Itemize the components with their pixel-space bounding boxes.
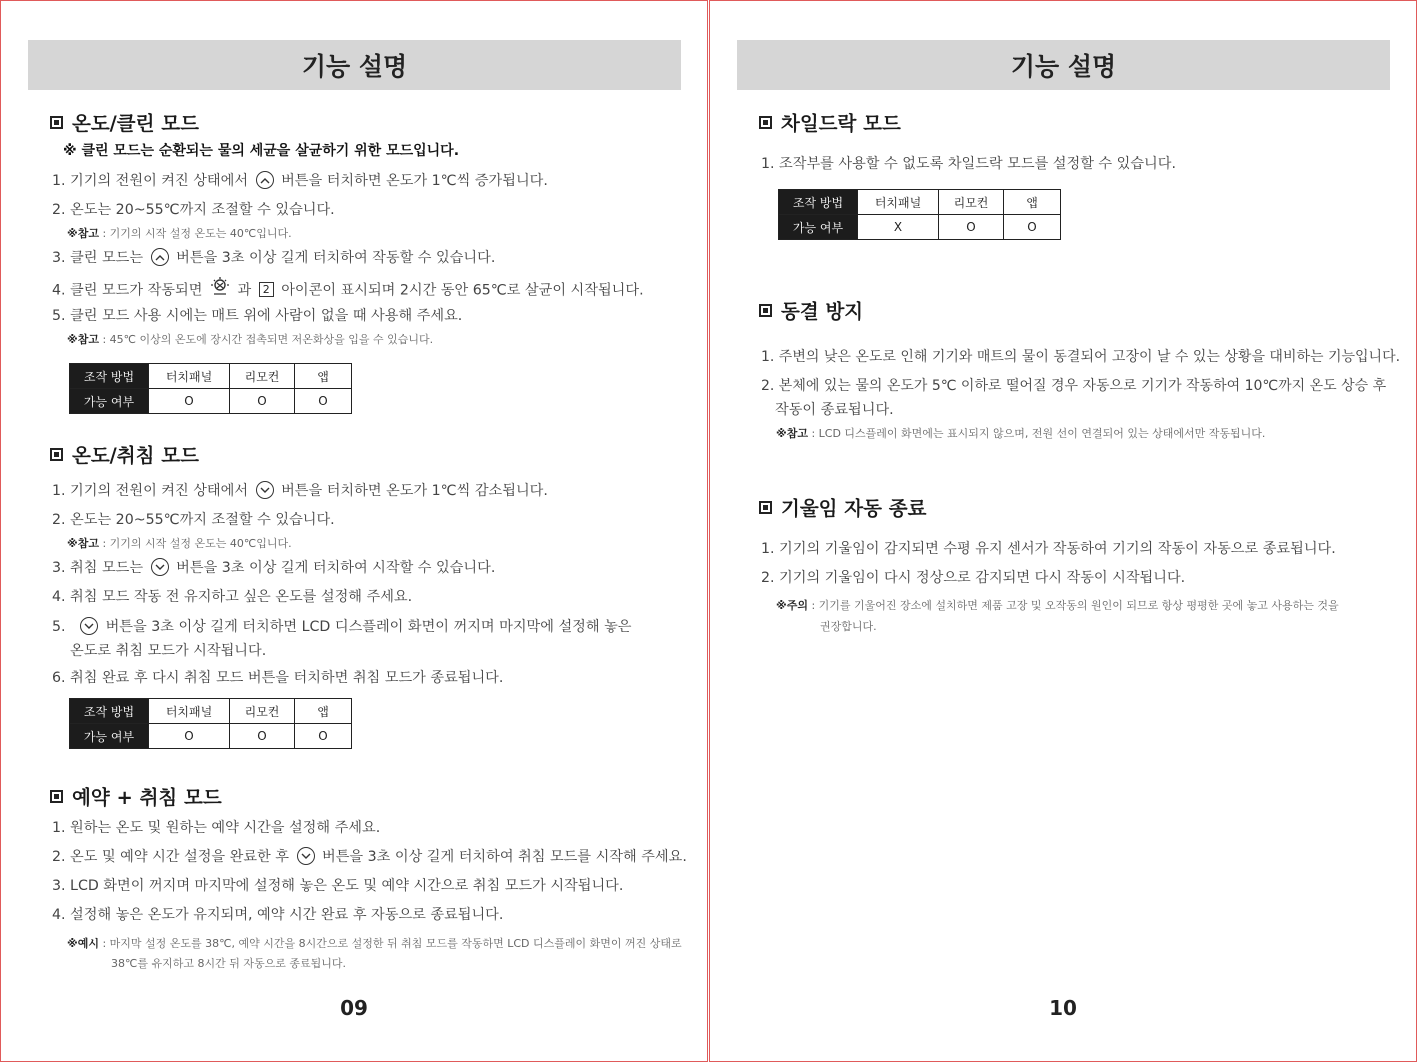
note-text: : 45℃ 이상의 온도에 장시간 접촉되면 저온화상을 입을 수 있습니다. bbox=[98, 333, 434, 346]
table-cell: O bbox=[939, 215, 1004, 240]
table-header-cell: 리모컨 bbox=[230, 699, 295, 724]
up-arrow-button-icon bbox=[151, 248, 169, 266]
table-header-cell: 터치패널 bbox=[149, 699, 230, 724]
list-item: 2. 기기의 기울임이 다시 정상으로 감지되면 다시 작동이 시작됩니다. bbox=[761, 570, 1186, 586]
right-page-header: 기능 설명 bbox=[737, 40, 1390, 90]
section-title-text: 기울임 자동 종료 bbox=[781, 497, 927, 520]
section-title-text: 온도/취침 모드 bbox=[72, 444, 199, 467]
note-text: : 기기의 시작 설정 온도는 40℃입니다. bbox=[98, 537, 292, 550]
table-cell: 가능 여부 bbox=[70, 724, 149, 749]
section-title-text: 동결 방지 bbox=[781, 300, 864, 323]
list-text: 3. 클린 모드는 bbox=[52, 250, 144, 266]
table-cell: 가능 여부 bbox=[70, 389, 149, 414]
table-cell: X bbox=[858, 215, 939, 240]
section-title-text: 차일드락 모드 bbox=[781, 112, 901, 135]
list-text: 버튼을 3초 이상 길게 터치하여 작동할 수 있습니다. bbox=[176, 250, 496, 266]
list-text: 1. 기기의 전원이 켜진 상태에서 bbox=[52, 173, 249, 189]
note-label: ※참고 bbox=[67, 227, 99, 240]
list-text: 버튼을 3초 이상 길게 터치하여 취침 모드를 시작해 주세요. bbox=[322, 849, 687, 865]
section-title-text: 예약 + 취침 모드 bbox=[72, 786, 222, 809]
section-square-icon bbox=[50, 448, 63, 461]
list-item: 1. 기기의 기울임이 감지되면 수평 유지 센서가 작동하여 기기의 작동이 자동으로 종료됩니다. bbox=[761, 541, 1336, 557]
table-row bbox=[70, 364, 352, 389]
note bbox=[776, 599, 1339, 613]
note-text: : LCD 디스플레이 화면에는 표시되지 않으며, 전원 선이 연결되어 있는 상태에서만 작동됩니다. bbox=[807, 427, 1266, 440]
list-item: 4. 취침 모드 작동 전 유지하고 싶은 온도를 설정해 주세요. bbox=[52, 589, 413, 605]
list-item-continued: 온도로 취침 모드가 시작됩니다. bbox=[70, 643, 267, 659]
list-item: 3. LCD 화면이 꺼지며 마지막에 설정해 놓은 온도 및 예약 시간으로 취침 모드가 시작됩니다. bbox=[52, 878, 624, 894]
table-row bbox=[779, 215, 1061, 240]
list-item bbox=[52, 278, 644, 303]
section-square-icon bbox=[759, 304, 772, 317]
table-cell: O bbox=[1004, 215, 1061, 240]
list-item: 5. 클린 모드 사용 시에는 매트 위에 사람이 없을 때 사용해 주세요. bbox=[52, 308, 463, 324]
table-header-cell: 조작 방법 bbox=[70, 699, 149, 724]
section-title-child-lock bbox=[759, 108, 901, 136]
table-header-cell: 리모컨 bbox=[939, 190, 1004, 215]
availability-table bbox=[69, 363, 352, 414]
list-item: 2. 본체에 있는 물의 온도가 5℃ 이하로 떨어질 경우 자동으로 기기가 작동하여 10℃까지 온도 상승 후 bbox=[761, 378, 1387, 394]
list-text: 4. 클린 모드가 작동되면 bbox=[52, 282, 203, 299]
section-square-icon bbox=[50, 116, 63, 129]
table-header-cell: 터치패널 bbox=[858, 190, 939, 215]
list-item-continued: 작동이 종료됩니다. bbox=[775, 402, 894, 418]
note-text: : 기기를 기울어진 장소에 설치하면 제품 고장 및 오작동의 원인이 되므로 항상 평평한 곳에 놓고 사용하는 것을 bbox=[807, 599, 1339, 612]
table-cell: O bbox=[149, 724, 230, 749]
note-label: ※주의 bbox=[776, 599, 808, 612]
note bbox=[67, 227, 292, 241]
clean-sterilize-icon bbox=[210, 276, 230, 301]
note bbox=[776, 427, 1265, 441]
list-item: 2. 온도는 20~55℃까지 조절할 수 있습니다. bbox=[52, 512, 335, 528]
list-text: 버튼을 터치하면 온도가 1℃씩 증가됩니다. bbox=[281, 173, 548, 189]
list-item: 1. 조작부를 사용할 수 없도록 차일드락 모드를 설정할 수 있습니다. bbox=[761, 156, 1176, 172]
down-arrow-button-icon bbox=[151, 558, 169, 576]
table-cell: 가능 여부 bbox=[779, 215, 858, 240]
table-row bbox=[779, 190, 1061, 215]
table-header-cell: 앱 bbox=[295, 699, 352, 724]
note-label: ※예시 bbox=[67, 937, 99, 950]
table-cell: O bbox=[295, 389, 352, 414]
list-text: 3. 취침 모드는 bbox=[52, 560, 144, 576]
table-header-cell: 조작 방법 bbox=[70, 364, 149, 389]
list-item bbox=[52, 249, 495, 267]
two-hour-icon: 2 bbox=[259, 282, 274, 297]
list-item bbox=[52, 482, 548, 500]
list-item bbox=[52, 172, 548, 190]
table-cell: O bbox=[230, 389, 295, 414]
list-text: 1. 기기의 전원이 켜진 상태에서 bbox=[52, 483, 249, 499]
note-label: ※참고 bbox=[67, 333, 99, 346]
section-square-icon bbox=[759, 116, 772, 129]
list-text: 버튼을 3초 이상 길게 터치하면 LCD 디스플레이 화면이 꺼지며 마지막에 설정해 놓은 bbox=[105, 619, 632, 635]
list-text: 2. 온도 및 예약 시간 설정을 완료한 후 bbox=[52, 849, 289, 865]
list-item: 2. 온도는 20~55℃까지 조절할 수 있습니다. bbox=[52, 202, 335, 218]
section-square-icon bbox=[759, 501, 772, 514]
up-arrow-button-icon bbox=[256, 171, 274, 189]
left-page-header: 기능 설명 bbox=[28, 40, 681, 90]
table-row bbox=[70, 724, 352, 749]
section-title-text: 온도/클린 모드 bbox=[72, 112, 199, 135]
note-continued: 권장합니다. bbox=[820, 620, 877, 633]
table-row bbox=[70, 699, 352, 724]
table-cell: O bbox=[149, 389, 230, 414]
list-item: 1. 주변의 낮은 온도로 인해 기기와 매트의 물이 동결되어 고장이 날 수 있는 상황을 대비하는 기능입니다. bbox=[761, 349, 1401, 365]
table-header-cell: 앱 bbox=[1004, 190, 1061, 215]
list-item: 6. 취침 완료 후 다시 취침 모드 버튼을 터치하면 취침 모드가 종료됩니다. bbox=[52, 670, 504, 686]
table-header-cell: 조작 방법 bbox=[779, 190, 858, 215]
list-text: 5. bbox=[52, 619, 66, 635]
clean-mode-subtitle: ※ 클린 모드는 순환되는 물의 세균을 살균하기 위한 모드입니다. bbox=[63, 143, 460, 159]
list-text: 아이콘이 표시되며 2시간 동안 65℃로 살균이 시작됩니다. bbox=[281, 282, 644, 299]
section-square-icon bbox=[50, 790, 63, 803]
list-text: 버튼을 터치하면 온도가 1℃씩 감소됩니다. bbox=[281, 483, 548, 499]
note bbox=[67, 537, 292, 551]
section-title-temp-clean bbox=[50, 108, 199, 136]
list-text: 버튼을 3초 이상 길게 터치하여 시작할 수 있습니다. bbox=[176, 560, 496, 576]
table-header-cell: 앱 bbox=[295, 364, 352, 389]
list-item bbox=[52, 618, 632, 636]
table-header-cell: 리모컨 bbox=[230, 364, 295, 389]
page-number: 09 bbox=[340, 996, 368, 1020]
down-arrow-button-icon bbox=[297, 847, 315, 865]
list-item: 1. 원하는 온도 및 원하는 예약 시간을 설정해 주세요. bbox=[52, 820, 381, 836]
page-number: 10 bbox=[1049, 996, 1077, 1020]
table-cell: O bbox=[230, 724, 295, 749]
down-arrow-button-icon bbox=[256, 481, 274, 499]
note-text: : 마지막 설정 온도를 38℃, 예약 시간을 8시간으로 설정한 뒤 취침 모드를 작동하면 LCD 디스플레이 화면이 꺼진 상태로 bbox=[98, 937, 682, 950]
availability-table bbox=[69, 698, 352, 749]
down-arrow-button-icon bbox=[80, 617, 98, 635]
section-title-tilt-stop bbox=[759, 493, 926, 521]
note bbox=[67, 937, 682, 951]
table-header-cell: 터치패널 bbox=[149, 364, 230, 389]
table-row bbox=[70, 389, 352, 414]
list-item bbox=[52, 848, 687, 866]
section-title-freeze-protect bbox=[759, 296, 863, 324]
table-cell: O bbox=[295, 724, 352, 749]
note-continued: 38℃를 유지하고 8시간 뒤 자동으로 종료됩니다. bbox=[111, 957, 346, 970]
list-text: 과 bbox=[237, 282, 252, 299]
list-item: 4. 설정해 놓은 온도가 유지되며, 예약 시간 완료 후 자동으로 종료됩니다. bbox=[52, 907, 504, 923]
note bbox=[67, 333, 433, 347]
note-label: ※참고 bbox=[67, 537, 99, 550]
section-title-reserve-sleep bbox=[50, 782, 222, 810]
section-title-temp-sleep bbox=[50, 440, 199, 468]
availability-table bbox=[778, 189, 1061, 240]
note-label: ※참고 bbox=[776, 427, 808, 440]
list-item bbox=[52, 559, 495, 577]
note-text: : 기기의 시작 설정 온도는 40℃입니다. bbox=[98, 227, 292, 240]
